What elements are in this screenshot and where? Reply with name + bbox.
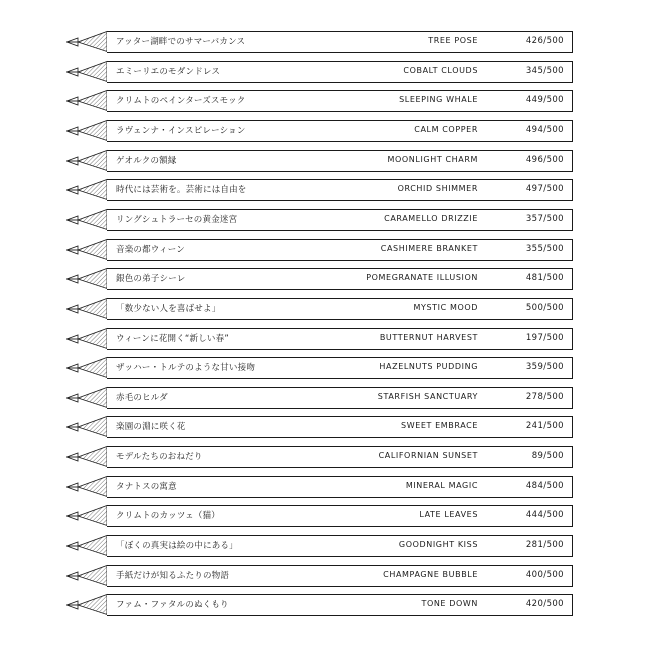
pencil-tip-icon <box>66 179 108 201</box>
pencil-count: 496/500 <box>525 154 564 165</box>
pencil-tip-icon <box>66 268 108 290</box>
pencil-english-name: HAZELNUTS PUDDING <box>379 362 478 372</box>
pencil-count: 345/500 <box>525 65 564 76</box>
pencil-count: 357/500 <box>525 213 564 224</box>
pencil-item <box>66 239 574 261</box>
pencil-japanese-name: ラヴェンナ・インスピレーション <box>116 125 246 136</box>
pencil-item <box>66 209 574 231</box>
pencil-item <box>66 90 574 112</box>
pencil-item <box>66 416 574 438</box>
pencil-japanese-name: アッター湖畔でのサマーバカンス <box>116 37 246 47</box>
pencil-english-name: LATE LEAVES <box>419 510 478 520</box>
pencil-tip-icon <box>66 594 108 616</box>
pencil-item <box>66 31 574 53</box>
pencil-count: 278/500 <box>525 391 564 402</box>
pencil-english-name: MINERAL MAGIC <box>405 480 478 490</box>
pencil-english-name: GOODNIGHT KISS <box>398 540 478 550</box>
pencil-count: 500/500 <box>525 302 564 313</box>
pencil-japanese-name: 「ぼくの真実は絵の中にある」 <box>116 541 238 552</box>
pencil-japanese-name: ファム・ファタルのぬくもり <box>116 600 229 611</box>
pencil-english-name: BUTTERNUT HARVEST <box>379 332 478 342</box>
pencil-tip-icon <box>66 61 108 83</box>
pencil-japanese-name: クリムトのカッツェ（猫） <box>116 511 220 522</box>
pencil-count: 241/500 <box>525 421 564 432</box>
pencil-item <box>66 535 574 557</box>
pencil-item <box>66 179 574 201</box>
pencil-count: 400/500 <box>525 569 564 580</box>
pencil-item <box>66 357 574 379</box>
pencil-japanese-name: ウィーンに花開く“新しい春” <box>116 333 229 344</box>
pencil-item <box>66 298 574 320</box>
pencil-english-name: CASHIMERE BRANKET <box>380 243 478 253</box>
pencil-tip-icon <box>66 446 108 468</box>
pencil-count: 281/500 <box>525 540 564 551</box>
pencil-tip-icon <box>66 31 108 53</box>
pencil-english-name: MYSTIC MOOD <box>413 302 478 312</box>
pencil-japanese-name: 手紙だけが知るふたりの物語 <box>116 570 230 581</box>
pencil-tip-icon <box>66 535 108 557</box>
pencil-count: 359/500 <box>525 362 564 373</box>
pencil-tip-icon <box>66 120 108 142</box>
pencil-english-name: POMEGRANATE ILLUSION <box>366 273 478 283</box>
pencil-japanese-name: ザッハー・トルテのような甘い接吻 <box>116 363 256 374</box>
pencil-english-name: ORCHID SHIMMER <box>397 184 478 194</box>
pencil-english-name: TREE POSE <box>428 36 478 45</box>
pencil-tip-icon <box>66 505 108 527</box>
pencil-tip-icon <box>66 565 108 587</box>
pencil-count: 426/500 <box>525 36 564 46</box>
pencil-japanese-name: ゲオルクの額縁 <box>116 155 177 166</box>
pencil-item <box>66 565 574 587</box>
pencil-item <box>66 505 574 527</box>
pencil-english-name: MOONLIGHT CHARM <box>387 154 478 164</box>
pencil-tip-icon <box>66 239 108 261</box>
pencil-tip-icon <box>66 298 108 320</box>
pencil-tip-icon <box>66 150 108 172</box>
pencil-item <box>66 594 574 616</box>
pencil-count: 481/500 <box>525 273 564 284</box>
pencil-tip-icon <box>66 328 108 350</box>
pencil-english-name: TONE DOWN <box>421 599 478 609</box>
pencil-english-name: SLEEPING WHALE <box>399 95 478 105</box>
pencil-japanese-name: 音楽の都ウィーン <box>116 244 185 255</box>
pencil-english-name: CALM COPPER <box>414 124 478 134</box>
pencil-count: 355/500 <box>525 243 564 254</box>
pencil-tip-icon <box>66 209 108 231</box>
pencil-japanese-name: 楽園の淵に咲く花 <box>116 422 186 433</box>
pencil-tip-icon <box>66 476 108 498</box>
pencil-english-name: COBALT CLOUDS <box>403 65 478 75</box>
pencil-item <box>66 328 574 350</box>
pencil-tip-icon <box>66 90 108 112</box>
pencil-english-name: CHAMPAGNE BUBBLE <box>383 569 478 579</box>
pencil-japanese-name: タナトスの寓意 <box>116 481 177 492</box>
pencil-english-name: STARFISH SANCTUARY <box>377 391 478 401</box>
pencil-count: 420/500 <box>525 599 564 610</box>
pencil-japanese-name: モデルたちのおねだり <box>116 452 203 463</box>
pencil-count: 89/500 <box>531 451 564 462</box>
pencil-item <box>66 476 574 498</box>
pencil-item <box>66 61 574 83</box>
pencil-item <box>66 387 574 409</box>
pencil-japanese-name: 「数少ない人を喜ばせよ」 <box>116 303 221 314</box>
pencil-japanese-name: 時代には芸術を。芸術には自由を <box>116 185 247 196</box>
pencil-count: 484/500 <box>525 480 564 491</box>
pencil-item <box>66 120 574 142</box>
pencil-count: 494/500 <box>525 124 564 135</box>
pencil-item <box>66 150 574 172</box>
pencil-count: 497/500 <box>525 184 564 195</box>
pencil-tip-icon <box>66 416 108 438</box>
pencil-english-name: CARAMELLO DRIZZIE <box>384 213 478 223</box>
pencil-japanese-name: 赤毛のヒルダ <box>116 392 168 403</box>
pencil-tip-icon <box>66 387 108 409</box>
pencil-english-name: CALIFORNIAN SUNSET <box>378 451 478 461</box>
pencil-count: 197/500 <box>525 332 564 343</box>
pencil-count: 449/500 <box>525 95 564 106</box>
pencil-tip-icon <box>66 357 108 379</box>
pencil-english-name: SWEET EMBRACE <box>401 421 478 431</box>
pencil-japanese-name: 銀色の弟子シーレ <box>116 274 186 285</box>
pencil-japanese-name: リングシュトラーセの黄金迷宮 <box>116 214 238 225</box>
pencil-item <box>66 268 574 290</box>
pencil-japanese-name: エミーリエのモダンドレス <box>116 66 221 77</box>
pencil-count: 444/500 <box>525 510 564 521</box>
pencil-item <box>66 446 574 468</box>
pencil-japanese-name: クリムトのペインターズスモック <box>116 96 246 107</box>
